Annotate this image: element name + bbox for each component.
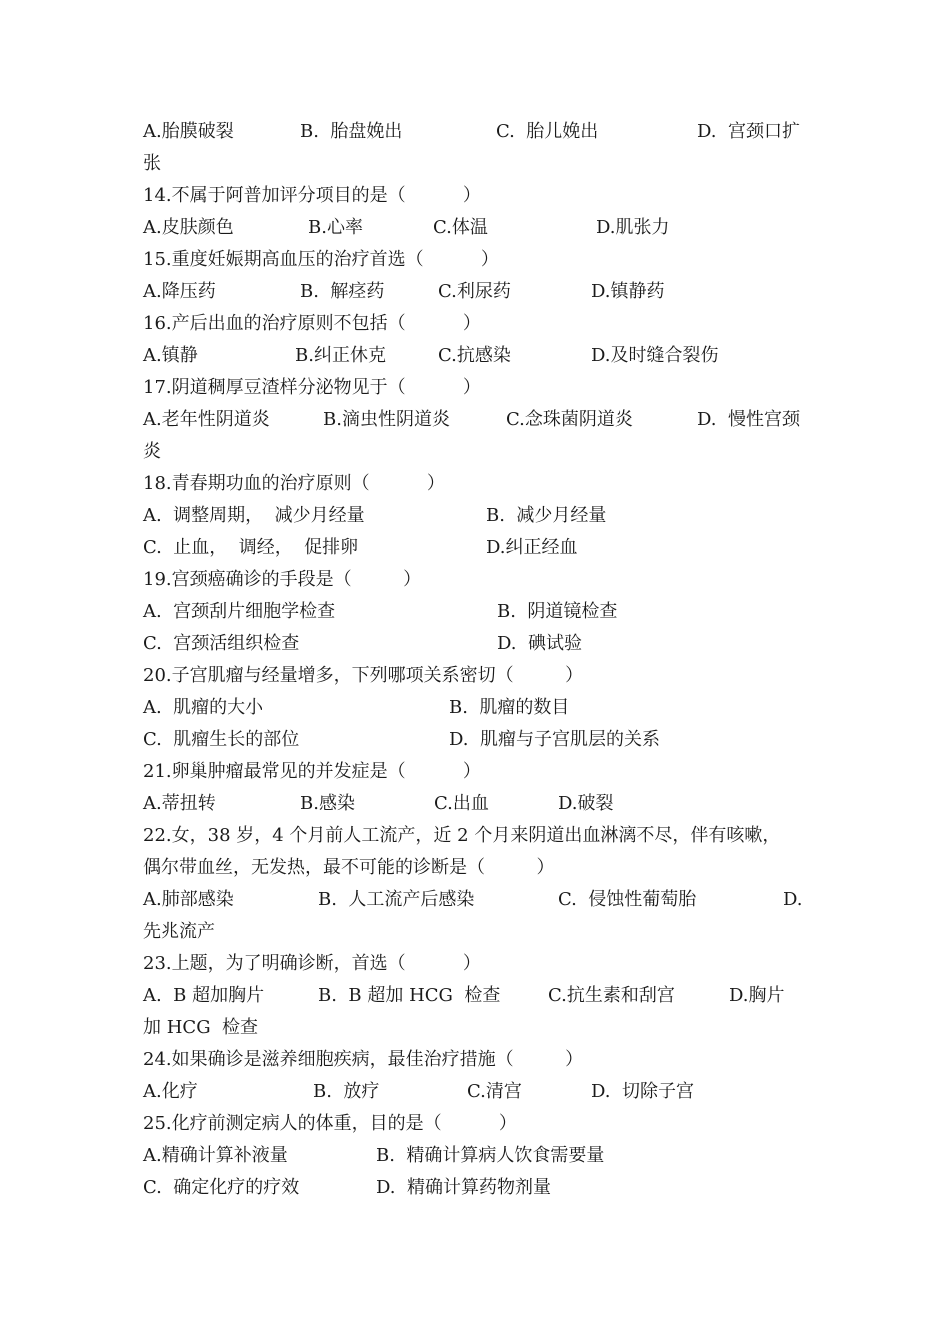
q22-option-c: C. 侵蚀性葡萄胎 <box>558 889 697 910</box>
q17-option-d: D. 慢性宫颈 <box>697 409 800 430</box>
q23-option-b: B. B 超加 HCG 检查 <box>318 985 501 1006</box>
q21-option-c: C.出血 <box>434 793 489 814</box>
q16-stem: 16.产后出血的治疗原则不包括（ ） <box>143 313 481 334</box>
q16-options <box>143 340 813 372</box>
q21-option-d: D.破裂 <box>558 793 614 814</box>
q24-option-d: D. 切除子宫 <box>591 1081 694 1102</box>
q20-option-d: D. 肌瘤与子宫肌层的关系 <box>449 729 660 750</box>
q22-stem-line1: 22.女，38 岁，4 个月前人工流产，近 2 个月来阴道出血淋漓不尽，伴有咳嗽， <box>143 825 781 846</box>
q18-options-row1 <box>143 500 813 532</box>
q17-stem: 17.阴道稠厚豆渣样分泌物见于（ ） <box>143 377 481 398</box>
q20-options-row2 <box>143 724 813 756</box>
q23-option-c: C.抗生素和刮宫 <box>548 985 675 1006</box>
q18-stem: 18.青春期功血的治疗原则（ ） <box>143 473 445 494</box>
q25-stem: 25.化疗前测定病人的体重，目的是（ ） <box>143 1113 517 1134</box>
q24-option-a: A.化疗 <box>143 1081 198 1102</box>
q16-option-d: D.及时缝合裂伤 <box>591 345 719 366</box>
q25-options-row2 <box>143 1172 813 1204</box>
q13-option-d: D. 宫颈口扩 <box>697 121 800 142</box>
q21-option-a: A.蒂扭转 <box>143 793 216 814</box>
q14-stem: 14.不属于阿普加评分项目的是（ ） <box>143 185 481 206</box>
q22-option-b: B. 人工流产后感染 <box>318 889 475 910</box>
q17-option-d-wrap: 炎 <box>143 441 161 462</box>
q13-options <box>143 116 813 148</box>
q18-option-d: D.纠正经血 <box>486 537 578 558</box>
q23-stem: 23.上题，为了明确诊断，首选（ ） <box>143 953 481 974</box>
q17-options <box>143 404 813 436</box>
q19-option-d: D. 碘试验 <box>497 633 582 654</box>
q23-option-a: A. B 超加胸片 <box>143 985 265 1006</box>
q24-option-b: B. 放疗 <box>313 1081 380 1102</box>
q25-options-row1 <box>143 1140 813 1172</box>
q19-option-b: B. 阴道镜检查 <box>497 601 618 622</box>
q13-option-c: C. 胎儿娩出 <box>496 121 599 142</box>
q15-option-a: A.降压药 <box>143 281 216 302</box>
q16-option-c: C.抗感染 <box>438 345 511 366</box>
q20-option-b: B. 肌瘤的数目 <box>449 697 570 718</box>
q19-option-c: C. 宫颈活组织检查 <box>143 633 300 654</box>
q18-options-row2 <box>143 532 813 564</box>
q22-stem-line2: 偶尔带血丝，无发热，最不可能的诊断是（ ） <box>143 857 555 878</box>
q20-stem: 20.子宫肌瘤与经量增多，下列哪项关系密切（ ） <box>143 665 584 686</box>
q20-option-c: C. 肌瘤生长的部位 <box>143 729 300 750</box>
q14-option-b: B.心率 <box>308 217 363 238</box>
q24-options <box>143 1076 813 1108</box>
q14-option-a: A.皮肤颜色 <box>143 217 234 238</box>
q19-options-row1 <box>143 596 813 628</box>
q22-option-d-wrap: 先兆流产 <box>143 921 215 942</box>
q14-option-c: C.体温 <box>433 217 488 238</box>
q15-option-b: B. 解痉药 <box>300 281 385 302</box>
q16-option-a: A.镇静 <box>143 345 198 366</box>
q19-stem: 19.宫颈癌确诊的手段是（ ） <box>143 569 422 590</box>
q25-option-b: B. 精确计算病人饮食需要量 <box>376 1145 605 1166</box>
q21-stem: 21.卵巢肿瘤最常见的并发症是（ ） <box>143 761 481 782</box>
q19-option-a: A. 宫颈刮片细胞学检查 <box>143 601 336 622</box>
q23-options <box>143 980 813 1012</box>
q23-option-d: D.胸片 <box>729 985 785 1006</box>
q21-options <box>143 788 813 820</box>
q15-stem: 15.重度妊娠期高血压的治疗首选（ ） <box>143 249 499 270</box>
q20-options-row1 <box>143 692 813 724</box>
q24-option-c: C.清宫 <box>467 1081 522 1102</box>
q22-options <box>143 884 813 916</box>
q22-option-a: A.肺部感染 <box>143 889 234 910</box>
q15-option-c: C.利尿药 <box>438 281 511 302</box>
q19-options-row2 <box>143 628 813 660</box>
q23-option-d-wrap: 加 HCG 检查 <box>143 1017 259 1038</box>
q13-option-d-wrap: 张 <box>143 153 161 174</box>
q13-option-a: A.胎膜破裂 <box>143 121 234 142</box>
q17-option-c: C.念珠菌阴道炎 <box>506 409 633 430</box>
q25-option-c: C. 确定化疗的疗效 <box>143 1177 300 1198</box>
q14-option-d: D.肌张力 <box>596 217 670 238</box>
q14-options <box>143 212 813 244</box>
q18-option-c: C. 止血， 调经， 促排卵 <box>143 537 359 558</box>
q25-option-d: D. 精确计算药物剂量 <box>376 1177 551 1198</box>
q22-option-d: D. <box>783 889 803 910</box>
q24-stem: 24.如果确诊是滋养细胞疾病，最佳治疗措施（ ） <box>143 1049 584 1070</box>
q20-option-a: A. 肌瘤的大小 <box>143 697 264 718</box>
q13-option-b: B. 胎盘娩出 <box>300 121 403 142</box>
q17-option-a: A.老年性阴道炎 <box>143 409 270 430</box>
q15-option-d: D.镇静药 <box>591 281 665 302</box>
q18-option-a: A. 调整周期， 减少月经量 <box>143 505 365 526</box>
q16-option-b: B.纠正休克 <box>295 345 386 366</box>
q17-option-b: B.滴虫性阴道炎 <box>323 409 450 430</box>
q21-option-b: B.感染 <box>300 793 355 814</box>
q25-option-a: A.精确计算补液量 <box>143 1145 288 1166</box>
q15-options <box>143 276 813 308</box>
q18-option-b: B. 减少月经量 <box>486 505 607 526</box>
